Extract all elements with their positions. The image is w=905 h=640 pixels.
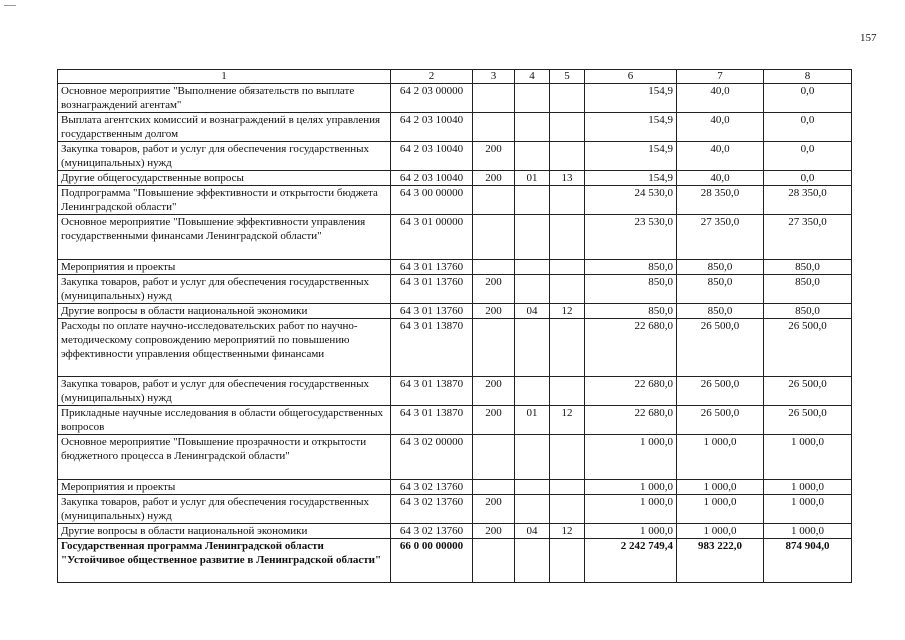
section bbox=[515, 215, 550, 260]
subsection bbox=[550, 260, 585, 275]
table-row bbox=[58, 215, 852, 260]
column-header: 6 bbox=[585, 70, 677, 84]
section: 04 bbox=[515, 304, 550, 319]
section bbox=[515, 495, 550, 524]
amount-year2: 40,0 bbox=[677, 113, 764, 142]
row-name: Основное мероприятие "Повышение эффективности управления государственными финансами Ленинградской области" bbox=[58, 215, 391, 260]
amount-year1: 2 242 749,4 bbox=[585, 539, 677, 583]
target-article: 64 3 01 13760 bbox=[391, 275, 473, 304]
amount-year1: 22 680,0 bbox=[585, 377, 677, 406]
subsection: 13 bbox=[550, 171, 585, 186]
amount-year1: 850,0 bbox=[585, 260, 677, 275]
subsection bbox=[550, 275, 585, 304]
section bbox=[515, 377, 550, 406]
amount-year1: 154,9 bbox=[585, 113, 677, 142]
table-row bbox=[58, 377, 852, 406]
section bbox=[515, 113, 550, 142]
amount-year2: 27 350,0 bbox=[677, 215, 764, 260]
amount-year1: 22 680,0 bbox=[585, 319, 677, 377]
target-article: 64 3 01 13760 bbox=[391, 304, 473, 319]
section: 01 bbox=[515, 171, 550, 186]
subsection bbox=[550, 480, 585, 495]
amount-year2: 1 000,0 bbox=[677, 435, 764, 480]
amount-year1: 1 000,0 bbox=[585, 524, 677, 539]
target-article: 64 3 01 13870 bbox=[391, 319, 473, 377]
expense-type: 200 bbox=[473, 304, 515, 319]
amount-year2: 1 000,0 bbox=[677, 524, 764, 539]
table-row bbox=[58, 480, 852, 495]
expense-type bbox=[473, 435, 515, 480]
table-row bbox=[58, 142, 852, 171]
table-row bbox=[58, 406, 852, 435]
table-row bbox=[58, 275, 852, 304]
section bbox=[515, 539, 550, 583]
section bbox=[515, 186, 550, 215]
section bbox=[515, 319, 550, 377]
subsection bbox=[550, 495, 585, 524]
column-header: 5 bbox=[550, 70, 585, 84]
section bbox=[515, 142, 550, 171]
target-article: 64 3 01 00000 bbox=[391, 215, 473, 260]
subsection bbox=[550, 142, 585, 171]
expense-type bbox=[473, 186, 515, 215]
amount-year1: 23 530,0 bbox=[585, 215, 677, 260]
section bbox=[515, 435, 550, 480]
amount-year1: 850,0 bbox=[585, 304, 677, 319]
table-row bbox=[58, 260, 852, 275]
target-article: 64 3 00 00000 bbox=[391, 186, 473, 215]
subsection bbox=[550, 539, 585, 583]
amount-year3: 1 000,0 bbox=[764, 480, 852, 495]
row-name: Закупка товаров, работ и услуг для обеспечения государственных (муниципальных) нужд bbox=[58, 377, 391, 406]
amount-year3: 0,0 bbox=[764, 142, 852, 171]
target-article: 64 3 01 13870 bbox=[391, 377, 473, 406]
table-row bbox=[58, 435, 852, 480]
amount-year3: 27 350,0 bbox=[764, 215, 852, 260]
column-header: 1 bbox=[58, 70, 391, 84]
amount-year2: 26 500,0 bbox=[677, 319, 764, 377]
amount-year2: 850,0 bbox=[677, 304, 764, 319]
amount-year2: 850,0 bbox=[677, 275, 764, 304]
expense-type: 200 bbox=[473, 142, 515, 171]
row-name: Мероприятия и проекты bbox=[58, 480, 391, 495]
subsection: 12 bbox=[550, 406, 585, 435]
amount-year1: 154,9 bbox=[585, 171, 677, 186]
subsection bbox=[550, 215, 585, 260]
row-name: Другие вопросы в области национальной экономики bbox=[58, 304, 391, 319]
section bbox=[515, 260, 550, 275]
budget-table bbox=[57, 69, 852, 583]
row-name: Подпрограмма "Повышение эффективности и открытости бюджета Ленинградской области" bbox=[58, 186, 391, 215]
table-row bbox=[58, 319, 852, 377]
row-name: Закупка товаров, работ и услуг для обеспечения государственных (муниципальных) нужд bbox=[58, 495, 391, 524]
table-row bbox=[58, 186, 852, 215]
row-name: Закупка товаров, работ и услуг для обеспечения государственных (муниципальных) нужд bbox=[58, 275, 391, 304]
amount-year2: 1 000,0 bbox=[677, 480, 764, 495]
amount-year3: 26 500,0 bbox=[764, 319, 852, 377]
amount-year2: 40,0 bbox=[677, 84, 764, 113]
amount-year2: 850,0 bbox=[677, 260, 764, 275]
section bbox=[515, 480, 550, 495]
amount-year1: 1 000,0 bbox=[585, 435, 677, 480]
target-article: 64 3 02 13760 bbox=[391, 480, 473, 495]
target-article: 64 3 02 13760 bbox=[391, 495, 473, 524]
subsection bbox=[550, 113, 585, 142]
section: 01 bbox=[515, 406, 550, 435]
amount-year3: 1 000,0 bbox=[764, 435, 852, 480]
column-header: 2 bbox=[391, 70, 473, 84]
amount-year1: 24 530,0 bbox=[585, 186, 677, 215]
subsection bbox=[550, 435, 585, 480]
scan-mark bbox=[4, 5, 16, 6]
section bbox=[515, 84, 550, 113]
row-name: Выплата агентских комиссий и вознаграждений в целях управления государственным долгом bbox=[58, 113, 391, 142]
expense-type bbox=[473, 319, 515, 377]
row-name: Государственная программа Ленинградской области "Устойчивое общественное развитие в Ленинградской области" bbox=[58, 539, 391, 583]
amount-year1: 22 680,0 bbox=[585, 406, 677, 435]
table-row bbox=[58, 495, 852, 524]
row-name: Основное мероприятие "Повышение прозрачности и открытости бюджетного процесса в Ленинградской области" bbox=[58, 435, 391, 480]
expense-type: 200 bbox=[473, 171, 515, 186]
target-article: 64 3 01 13870 bbox=[391, 406, 473, 435]
table-row bbox=[58, 171, 852, 186]
expense-type: 200 bbox=[473, 495, 515, 524]
amount-year3: 0,0 bbox=[764, 171, 852, 186]
amount-year2: 40,0 bbox=[677, 171, 764, 186]
subsection: 12 bbox=[550, 524, 585, 539]
expense-type bbox=[473, 539, 515, 583]
amount-year3: 874 904,0 bbox=[764, 539, 852, 583]
amount-year1: 154,9 bbox=[585, 142, 677, 171]
expense-type bbox=[473, 480, 515, 495]
row-name: Другие общегосударственные вопросы bbox=[58, 171, 391, 186]
target-article: 64 2 03 10040 bbox=[391, 142, 473, 171]
column-header: 3 bbox=[473, 70, 515, 84]
row-name: Основное мероприятие "Выполнение обязательств по выплате вознаграждений агентам" bbox=[58, 84, 391, 113]
amount-year3: 1 000,0 bbox=[764, 495, 852, 524]
table-row bbox=[58, 304, 852, 319]
amount-year3: 26 500,0 bbox=[764, 377, 852, 406]
expense-type bbox=[473, 84, 515, 113]
amount-year1: 154,9 bbox=[585, 84, 677, 113]
row-name: Прикладные научные исследования в области общегосударственных вопросов bbox=[58, 406, 391, 435]
amount-year3: 850,0 bbox=[764, 260, 852, 275]
column-header: 7 bbox=[677, 70, 764, 84]
target-article: 64 2 03 10040 bbox=[391, 113, 473, 142]
expense-type: 200 bbox=[473, 406, 515, 435]
amount-year2: 28 350,0 bbox=[677, 186, 764, 215]
section bbox=[515, 275, 550, 304]
amount-year3: 0,0 bbox=[764, 113, 852, 142]
column-header: 4 bbox=[515, 70, 550, 84]
table-row bbox=[58, 539, 852, 583]
amount-year3: 0,0 bbox=[764, 84, 852, 113]
target-article: 64 2 03 00000 bbox=[391, 84, 473, 113]
subsection bbox=[550, 84, 585, 113]
subsection: 12 bbox=[550, 304, 585, 319]
expense-type: 200 bbox=[473, 377, 515, 406]
column-header: 8 bbox=[764, 70, 852, 84]
amount-year3: 850,0 bbox=[764, 275, 852, 304]
target-article: 64 3 01 13760 bbox=[391, 260, 473, 275]
amount-year3: 850,0 bbox=[764, 304, 852, 319]
expense-type bbox=[473, 260, 515, 275]
target-article: 64 3 02 00000 bbox=[391, 435, 473, 480]
expense-type bbox=[473, 215, 515, 260]
target-article: 64 2 03 10040 bbox=[391, 171, 473, 186]
amount-year2: 26 500,0 bbox=[677, 377, 764, 406]
amount-year1: 850,0 bbox=[585, 275, 677, 304]
expense-type: 200 bbox=[473, 524, 515, 539]
header-row bbox=[58, 70, 852, 84]
table-row bbox=[58, 524, 852, 539]
target-article: 66 0 00 00000 bbox=[391, 539, 473, 583]
amount-year3: 26 500,0 bbox=[764, 406, 852, 435]
amount-year2: 26 500,0 bbox=[677, 406, 764, 435]
table-row bbox=[58, 113, 852, 142]
target-article: 64 3 02 13760 bbox=[391, 524, 473, 539]
amount-year3: 28 350,0 bbox=[764, 186, 852, 215]
expense-type: 200 bbox=[473, 275, 515, 304]
section: 04 bbox=[515, 524, 550, 539]
subsection bbox=[550, 319, 585, 377]
amount-year2: 40,0 bbox=[677, 142, 764, 171]
row-name: Мероприятия и проекты bbox=[58, 260, 391, 275]
amount-year2: 983 222,0 bbox=[677, 539, 764, 583]
subsection bbox=[550, 186, 585, 215]
amount-year2: 1 000,0 bbox=[677, 495, 764, 524]
expense-type bbox=[473, 113, 515, 142]
amount-year1: 1 000,0 bbox=[585, 495, 677, 524]
subsection bbox=[550, 377, 585, 406]
amount-year1: 1 000,0 bbox=[585, 480, 677, 495]
table-row bbox=[58, 84, 852, 113]
page-number: 157 bbox=[860, 32, 877, 44]
amount-year3: 1 000,0 bbox=[764, 524, 852, 539]
row-name: Другие вопросы в области национальной экономики bbox=[58, 524, 391, 539]
row-name: Расходы по оплате научно-исследовательских работ по научно-методическому сопровождению мероприятий по повышению эффективности управления общественными финансами bbox=[58, 319, 391, 377]
row-name: Закупка товаров, работ и услуг для обеспечения государственных (муниципальных) нужд bbox=[58, 142, 391, 171]
